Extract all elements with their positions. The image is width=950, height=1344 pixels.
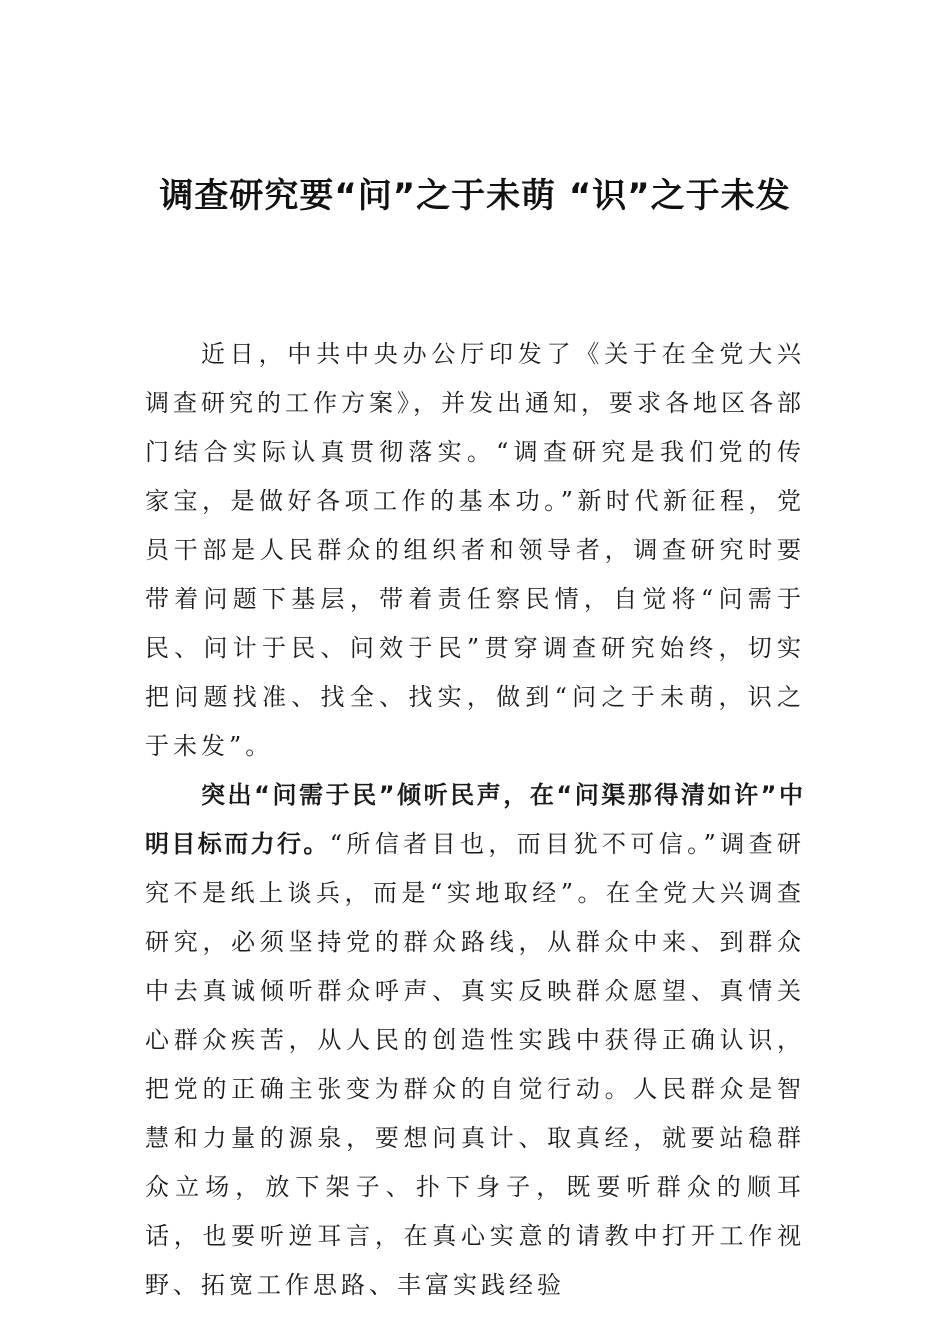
paragraph-intro <box>145 330 805 771</box>
paragraph-text: 近日，中共中央办公厅印发了《关于在全党大兴调查研究的工作方案》，并发出通知，要求各地区各部门结合实际认真贯彻落实。“调查研究是我们党的传家宝，是做好各项工作的基本功。”新时代新征程，党员干部是人民群众的组织者和领导者，调查研究时要带着问题下基层，带着责任察民情，自觉将“问需于民、问计于民、问效于民”贯穿调查研究始终，切实把问题找准、找全、找实，做到“问之于未萌，识之于未发”。 <box>145 340 805 760</box>
paragraph-lead: 突出“问需于民”倾听民声，在“问渠那得清如许”中明目标而力行。 <box>145 781 805 858</box>
paragraph-section-1 <box>145 771 805 1310</box>
paragraph-text: “所信者目也，而目犹不可信。”调查研究不是纸上谈兵，而是“实地取经”。在全党大兴调查研究，必须坚持党的群众路线，从群众中来、到群众中去真诚倾听群众呼声、真实反映群众愿望、真情关心群众疾苦，从人民的创造性实践中获得正确认识，把党的正确主张变为群众的自觉行动。人民群众是智慧和力量的源泉，要想问真计、取真经，就要站稳群众立场，放下架子、扑下身子，既要听群众的顺耳话，也要听逆耳言，在真心实意的请教中打开工作视野、拓宽工作思路、丰富实践经验 <box>145 830 805 1299</box>
document-body <box>145 330 805 1310</box>
document-title: 调查研究要“问”之于未萌 “识”之于未发 <box>159 176 791 216</box>
